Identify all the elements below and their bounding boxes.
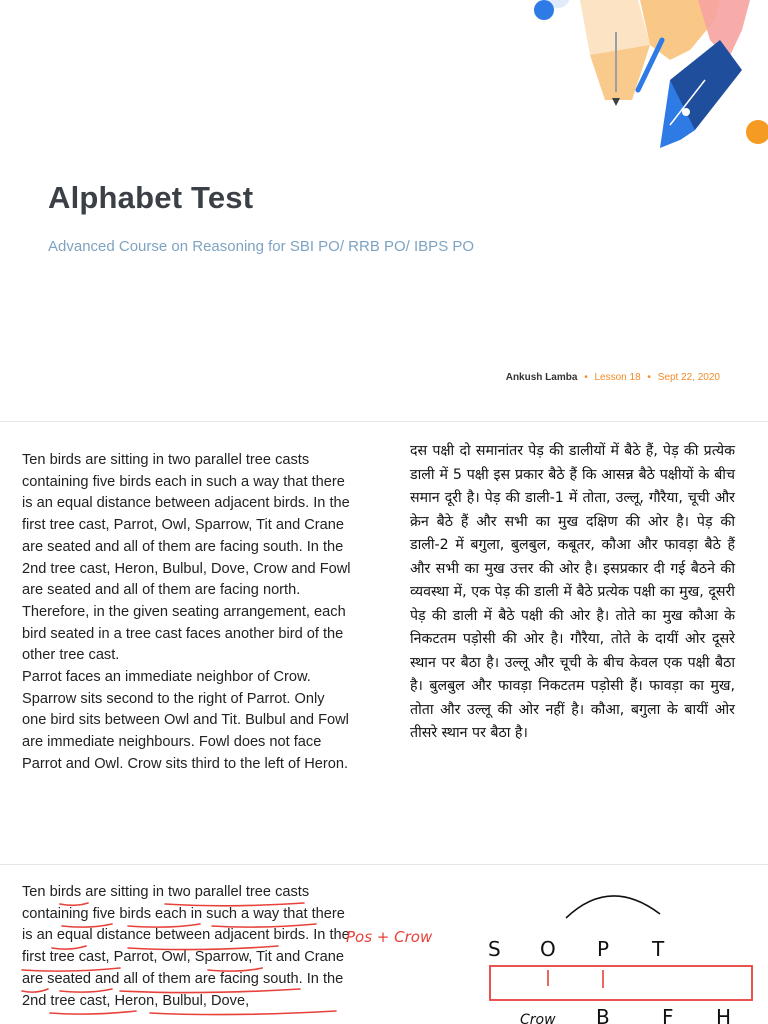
english-paragraph-2: Parrot faces an immediate neighbor of Crow. Sparrow sits second to the right of Parrot. Only one bird sits between Owl and Tit. Bulbul and Fowl are immediate neighbours. Fowl does not face Parrot and Owl. Crow sits third to the left of Heron. [22,669,349,772]
title-slide [0,0,768,420]
seating-diagram [488,896,752,1024]
handwritten-annotations [0,866,768,1024]
diagram-letter-s: S [488,937,501,961]
question-slide [0,430,768,860]
lesson-meta [506,372,720,383]
english-question [22,450,352,776]
diagram-letter-p: P [597,937,610,961]
author-name: Ankush Lamba [505,372,578,383]
diagram-letter-b: B [596,1005,610,1024]
lesson-date: Sept 22, 2020 [657,372,720,383]
english-paragraph-1: Ten birds are sitting in two parallel tree casts containing five birds each in such a way that there is an equal distance between adjacent birds. In the first tree cast, Parrot, Owl, Sparrow, Tit and Crane are seated and all of them are facing south. In the 2nd tree cast, Heron, Bulbul, Dove, Crow and Fowl are seated and all of them are facing north. Therefore, in the given seating arrangement, each bird seated in a tree cast faces another bird of the other tree cast. [22,452,351,664]
diagram-letter-t: T [652,937,665,961]
diagram-letter-f: F [662,1005,674,1024]
tree-cast-box [490,966,752,1000]
lesson-title: Alphabet Test [48,180,254,215]
red-underlines [22,903,336,1015]
meta-separator-1: • [584,372,588,383]
lesson-number: Lesson 18 [594,372,641,383]
annotated-english-text: Ten birds are sitting in two parallel tree casts containing five birds each in such a way that there is an equal distance between adjacent birds. In the first tree cast, Parrot, Owl, Sparrow, Tit and Crane are seated and all of them are facing south. In the 2nd tree cast, Heron, Bulbul, Dove, [22,884,350,1009]
diagram-letter-h: H [716,1005,732,1024]
slide-divider [0,864,768,865]
decorative-pencils-illustration [520,0,768,160]
handwritten-note: Pos + Crow [346,928,433,946]
diagram-label-crow: Crow [520,1012,556,1024]
diagram-letter-o: O [540,937,556,961]
slide-divider [0,421,768,422]
annotated-slide [0,866,768,1024]
course-subtitle: Advanced Course on Reasoning for SBI PO/ RRB PO/ IBPS PO [48,238,475,255]
hindi-question: दस पक्षी दो समानांतर पेड़ की डालीयों में बैठे हैं, पेड़ की प्रत्येक डाली में 5 पक्षी इस प्रकार बैठे हैं कि आसन्न बैठे पक्षीयों के बीच समान दूरी है। पेड़ की डाली-1 में तोता, उल्लू, गौरैया, चूची और क्रेन बैठे हैं और सभी का मुख दक्षिण की ओर है। पेड़ की डाली-2 में बगुला, बुलबुल, कबूतर, कौआ और फावड़ा बैठे हैं और सभी का मुख उत्तर की ओर है। इसप्रकार दी गई बैठने की व्यवस्था में, एक पेड़ की डाली में बैठे प्रत्येक पक्षी का मुख, दूसरी पेड़ की डाली में बैठे पक्षी की ओर है। तोते का मुख कौआ के निकटतम पड़ोसी की ओर है। गौरैया, तोते के दायीं ओर दूसरे स्थान पर बैठा है। उल्लू और चूची के बीच केवल एक पक्षी बैठा है। बुलबुल और फावड़ा निकटतम पड़ोसी हैं। फावड़ा का मुख, तोता और उल्लू की ओर नहीं है। कौआ, बगुला के बायीं ओर तीसरे स्थान पर बैठा है। [410,443,735,741]
meta-separator-2: • [647,372,651,383]
